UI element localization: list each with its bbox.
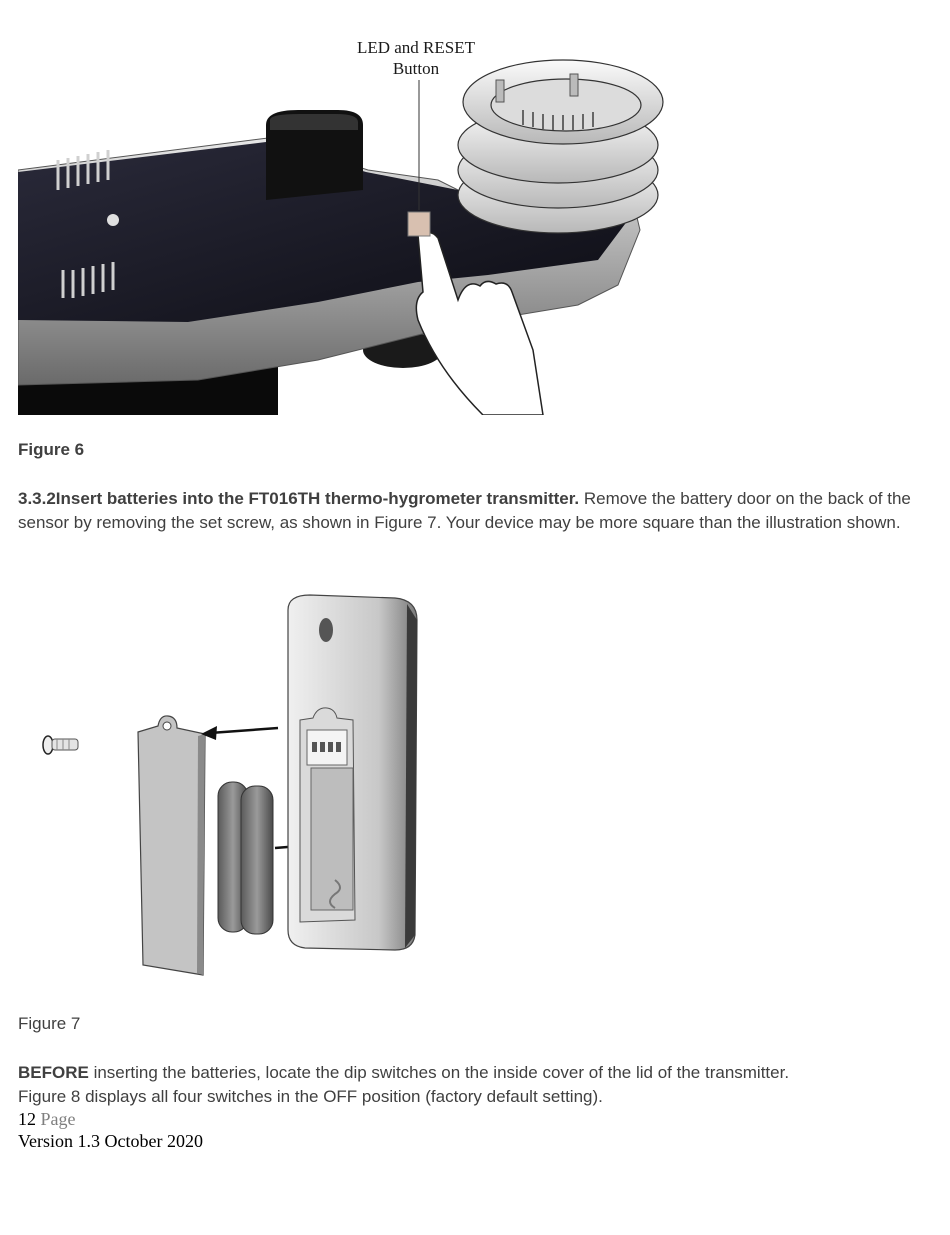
callout-line-2: Button [392,59,440,78]
led-reset-callout [330,37,502,79]
section-heading: 3.3.2Insert batteries into the FT016TH thermo-hygrometer transmitter. [18,489,580,508]
page-number: 12 [18,1109,36,1129]
figure-6-illustration [18,30,668,415]
figure-6-caption: Figure 6 [18,440,85,459]
version-line: Version 1.3 October 2020 [18,1131,203,1151]
before-note-line-1 [18,1061,918,1085]
section-body: Remove the battery door on the back of the sensor by removing the set screw, as shown in Figure 7. Your device may be more square than the illustration shown. [18,489,911,532]
before-note-text: inserting the batteries, locate the dip switches on the inside cover of the lid of the transmitter. [88,1063,790,1082]
screw-icon [43,736,78,754]
figure-7-caption: Figure 7 [18,1014,81,1033]
section-paragraph [18,487,918,535]
before-note-line-2: Figure 8 displays all four switches in the OFF position (factory default setting). [18,1087,603,1106]
page-footer [18,1108,203,1152]
figure-7-illustration [35,590,435,980]
callout-line-1: LED and RESET [356,38,476,57]
before-note-paragraph [18,1061,918,1109]
before-lead: BEFORE [18,1063,89,1082]
page-word: Page [40,1109,76,1129]
page-number-line [18,1108,203,1130]
